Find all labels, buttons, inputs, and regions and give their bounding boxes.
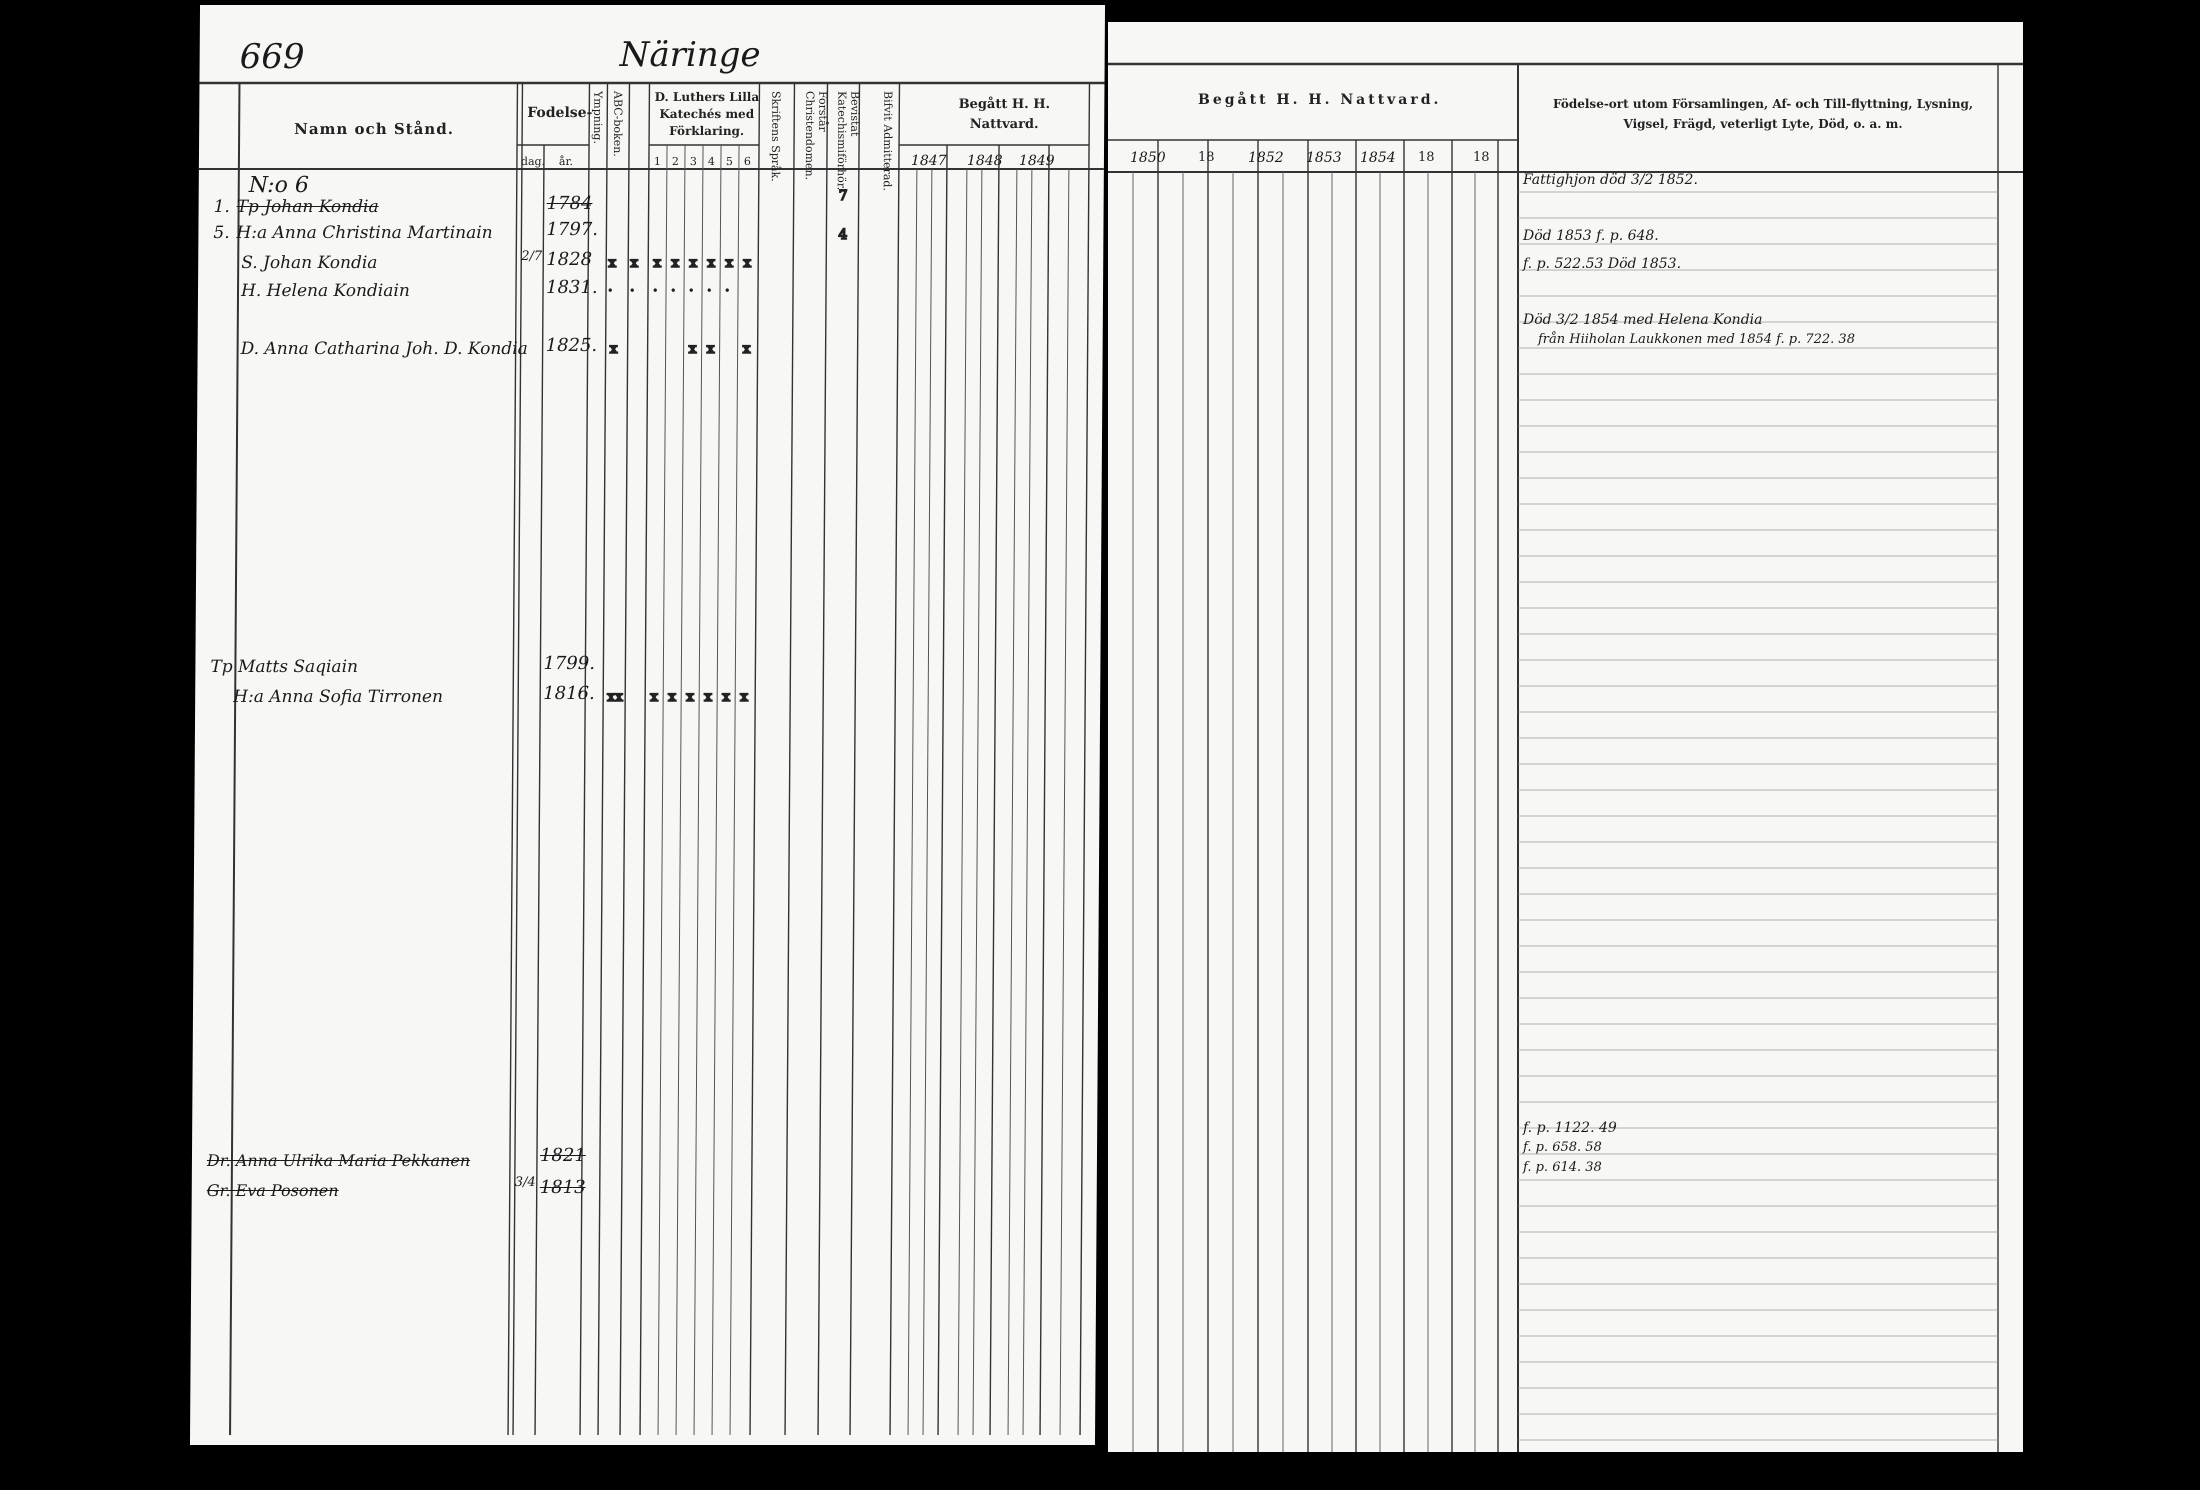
header-abc: ABC-boken.: [610, 91, 625, 157]
svg-text:x: x: [686, 689, 695, 705]
header-birth: Fodelse-: [527, 105, 593, 121]
header-birth-year: år.: [558, 155, 574, 168]
entry-name: D. Anna Catharina Joh. D. Kondia: [240, 339, 528, 359]
entry-name: Gr. Eva Posonen: [206, 1181, 339, 1200]
entry-year: 1825.: [545, 335, 598, 356]
year-18c: 18: [1473, 150, 1490, 165]
header-communion: Begått H. H. Nattvard.: [958, 97, 1051, 132]
year-1852: 1852: [1248, 150, 1284, 166]
year-1847: 1847: [910, 153, 947, 169]
entry-name: H:a Anna Christina Martinain: [236, 223, 493, 243]
right-page: [1108, 22, 2023, 1452]
entry-year: 1828: [546, 249, 593, 270]
svg-text:x: x: [650, 689, 659, 705]
svg-text:x: x: [671, 255, 680, 271]
remark: Död 1853 f. p. 648.: [1523, 228, 1659, 244]
svg-text:·: ·: [724, 283, 730, 299]
header-confirmed: Bifvit Admitterad.: [880, 91, 895, 191]
remark: f. p. 522.53 Död 1853.: [1523, 256, 1682, 272]
entry-num: 5.: [213, 223, 230, 243]
svg-text:x: x: [740, 689, 749, 705]
svg-text:xx: xx: [607, 689, 624, 705]
entry-name: Tp Johan Kondia: [236, 197, 379, 217]
svg-text:x: x: [706, 341, 715, 357]
svg-text:x: x: [630, 255, 639, 271]
entry-name: H:a Anna Sofia Tirronen: [233, 687, 444, 707]
svg-text:·: ·: [670, 283, 676, 299]
household-number: N:o 6: [248, 173, 309, 198]
header-communion-right: Begått H. H. Nattvard.: [1198, 92, 1442, 108]
entry-name: Dr. Anna Ulrika Maria Pekkanen: [206, 1151, 471, 1170]
entry-year: 1797.: [546, 219, 599, 240]
year-1849: 1849: [1018, 153, 1055, 169]
header-proven: Bevistat Katechismiförhör.: [834, 91, 862, 191]
year-18b: 18: [1418, 150, 1435, 165]
header-name: Namn och Stånd.: [294, 120, 455, 138]
remark: f. p. 658. 58: [1523, 1140, 1602, 1155]
header-catechism: D. Luthers Lilla Katechés med Förklaring.: [654, 90, 760, 138]
remark: f. p. 1122. 49: [1523, 1120, 1617, 1136]
remark: från Hiiholan Laukkonen med 1854 f. p. 722. 38: [1538, 332, 1855, 347]
svg-text:·: ·: [607, 283, 613, 299]
entry-year: 1784: [546, 193, 593, 214]
entry-year: 1816.: [543, 683, 595, 704]
entry-year: 1831.: [545, 277, 598, 298]
catechism-marks: [190, 5, 1105, 1445]
svg-text:x: x: [608, 255, 617, 271]
entry-year: 1813: [539, 1177, 586, 1198]
entry-name: H. Helena Kondiain: [240, 281, 410, 301]
year-1850: 1850: [1130, 150, 1166, 166]
svg-text:4: 4: [838, 227, 848, 243]
entry-year: 1799.: [543, 653, 596, 674]
remark: f. p. 614. 38: [1523, 1160, 1602, 1175]
year-1854: 1854: [1360, 150, 1396, 166]
entry-day: 2/7: [521, 249, 543, 264]
svg-text:x: x: [704, 689, 713, 705]
svg-text:·: ·: [629, 283, 635, 299]
svg-text:x: x: [742, 341, 751, 357]
header-scripture: Skriftens Språk.: [768, 91, 783, 182]
svg-text:·: ·: [706, 283, 712, 299]
svg-text:x: x: [653, 255, 662, 271]
header-remarks: Födelse-ort utom Församlingen, Af- och Till-flyttning, Lysning, Vigsel, Frägd, veterligt Lyte, Död, o. a. m.: [1552, 97, 1974, 131]
header-christianity: Förstår Christendomen.: [802, 91, 830, 181]
remark: Fattighjon död 3/2 1852.: [1523, 172, 1698, 188]
header-catechism-cols: 123456: [653, 155, 762, 168]
header-birth-day: dag.: [520, 155, 546, 168]
left-page: [190, 5, 1105, 1445]
year-18a: 18: [1198, 150, 1215, 165]
entry-name: Tp Matts Saqiain: [210, 657, 359, 677]
svg-text:x: x: [668, 689, 677, 705]
year-1853: 1853: [1306, 150, 1342, 166]
entry-num: 1.: [213, 197, 230, 217]
header-vaccination: Ympning.: [591, 91, 605, 144]
svg-text:x: x: [743, 255, 752, 271]
svg-text:7: 7: [838, 188, 848, 204]
svg-text:x: x: [688, 341, 697, 357]
svg-text:x: x: [707, 255, 716, 271]
year-1848: 1848: [966, 153, 1003, 169]
svg-text:x: x: [725, 255, 734, 271]
remark: Död 3/2 1854 med Helena Kondia: [1523, 312, 1763, 328]
svg-text:x: x: [722, 689, 731, 705]
svg-text:x: x: [689, 255, 698, 271]
svg-text:x: x: [609, 341, 618, 357]
svg-text:·: ·: [652, 283, 658, 299]
entry-day: 3/4: [514, 1175, 536, 1190]
village-name: Näringe: [619, 35, 761, 75]
entry-year: 1821: [539, 1145, 586, 1166]
svg-text:·: ·: [688, 283, 694, 299]
entry-name: S. Johan Kondia: [241, 253, 378, 273]
page-number: 669: [239, 37, 305, 77]
